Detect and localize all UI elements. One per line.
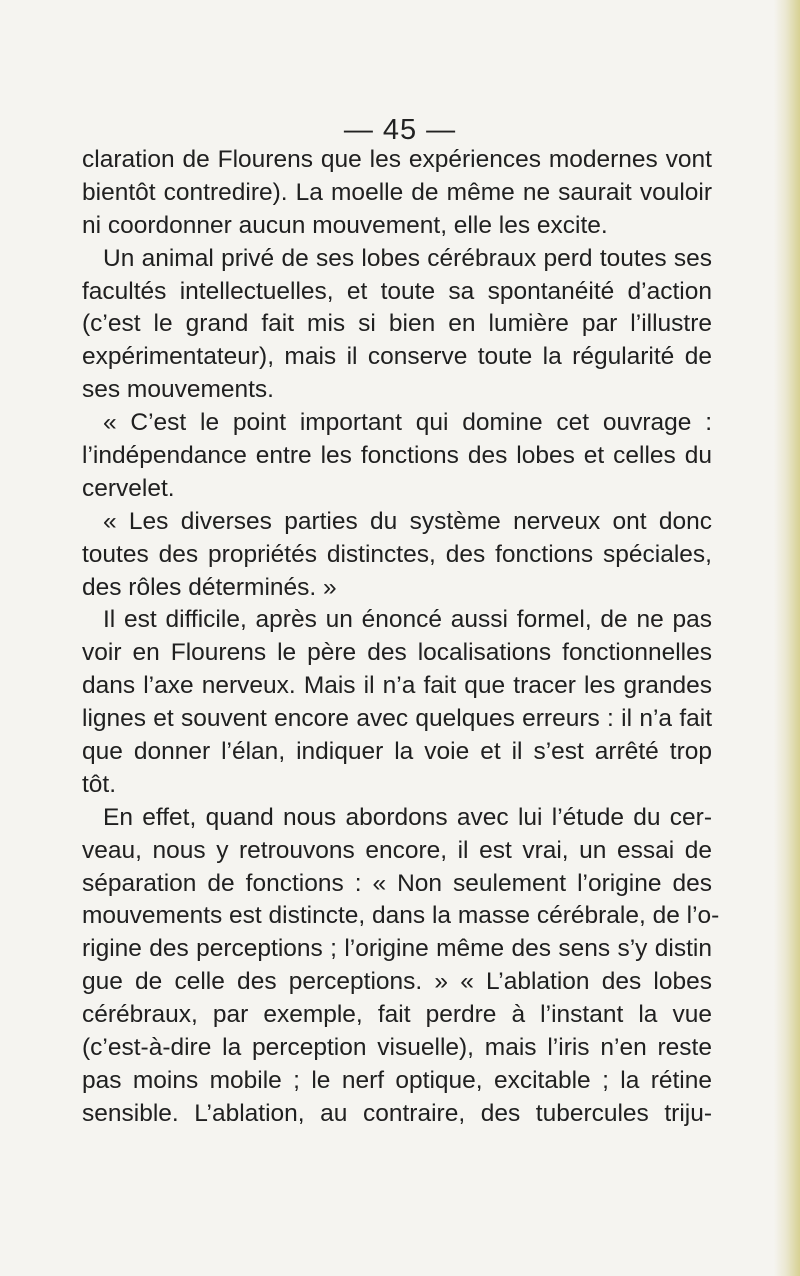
text-line: « Les diverses parties du système nerveux ont donc (103, 507, 712, 535)
text-line: expérimentateur), mais il conserve toute la régularité de (82, 343, 712, 371)
text-line: (c’est-à-dire la perception visuelle), mais l’iris n’en reste (82, 1034, 712, 1062)
text-line: dans l’axe nerveux. Mais il n’a fait que tracer les grandes (82, 672, 712, 700)
text-line: toutes des propriétés distinctes, des fonctions spéciales, (82, 540, 712, 568)
text-line: l’indépendance entre les fonctions des lobes et celles du (82, 442, 712, 470)
text-line: ses mouvements. (82, 376, 274, 404)
text-line: facultés intellectuelles, et toute sa spontanéité d’action (82, 277, 712, 305)
text-line: tôt. (82, 770, 117, 798)
page-edge-shadow (774, 0, 800, 1276)
text-line: « C’est le point important qui domine cet ouvrage : (103, 409, 712, 437)
text-line: gue de celle des perceptions. » « L’ablation des lobes (82, 968, 712, 996)
text-line: des rôles déterminés. » (82, 573, 337, 601)
text-line: cérébraux, par exemple, fait perdre à l’instant la vue (82, 1001, 712, 1029)
text-line: que donner l’élan, indiquer la voie et il s’est arrêté trop (82, 738, 712, 766)
text-line: ni coordonner aucun mouvement, elle les excite. (82, 211, 608, 239)
text-line: Il est difficile, après un énoncé aussi formel, de ne pas (103, 606, 712, 634)
text-line: rigine des perceptions ; l’origine même des sens s’y distin (82, 935, 712, 963)
text-line: pas moins mobile ; le nerf optique, excitable ; la rétine (82, 1066, 712, 1094)
text-line: voir en Flourens le père des localisations fonctionnelles (82, 639, 712, 667)
text-line: mouvements est distincte, dans la masse cérébrale, de l’o- (82, 902, 720, 930)
text-line: cervelet. (82, 474, 175, 502)
body-text (82, 144, 720, 1131)
text-line: Un animal privé de ses lobes cérébraux perd toutes ses (103, 244, 712, 272)
text-line: veau, nous y retrouvons encore, il est vrai, un essai de (82, 836, 712, 864)
text-line: En effet, quand nous abordons avec lui l’étude du cer- (103, 803, 712, 831)
text-line: sensible. L’ablation, au contraire, des tubercules triju- (82, 1099, 712, 1127)
text-line: lignes et souvent encore avec quelques erreurs : il n’a fait (82, 705, 712, 733)
text-line: (c’est le grand fait mis si bien en lumière par l’illustre (82, 310, 712, 338)
text-line: bientôt contredire). La moelle de même ne saurait vouloir (82, 178, 712, 206)
page-number: — 45 — (343, 114, 457, 146)
text-line: claration de Flourens que les expériences modernes vont (82, 146, 712, 173)
text-line: séparation de fonctions : « Non seulement l’origine des (82, 869, 712, 897)
